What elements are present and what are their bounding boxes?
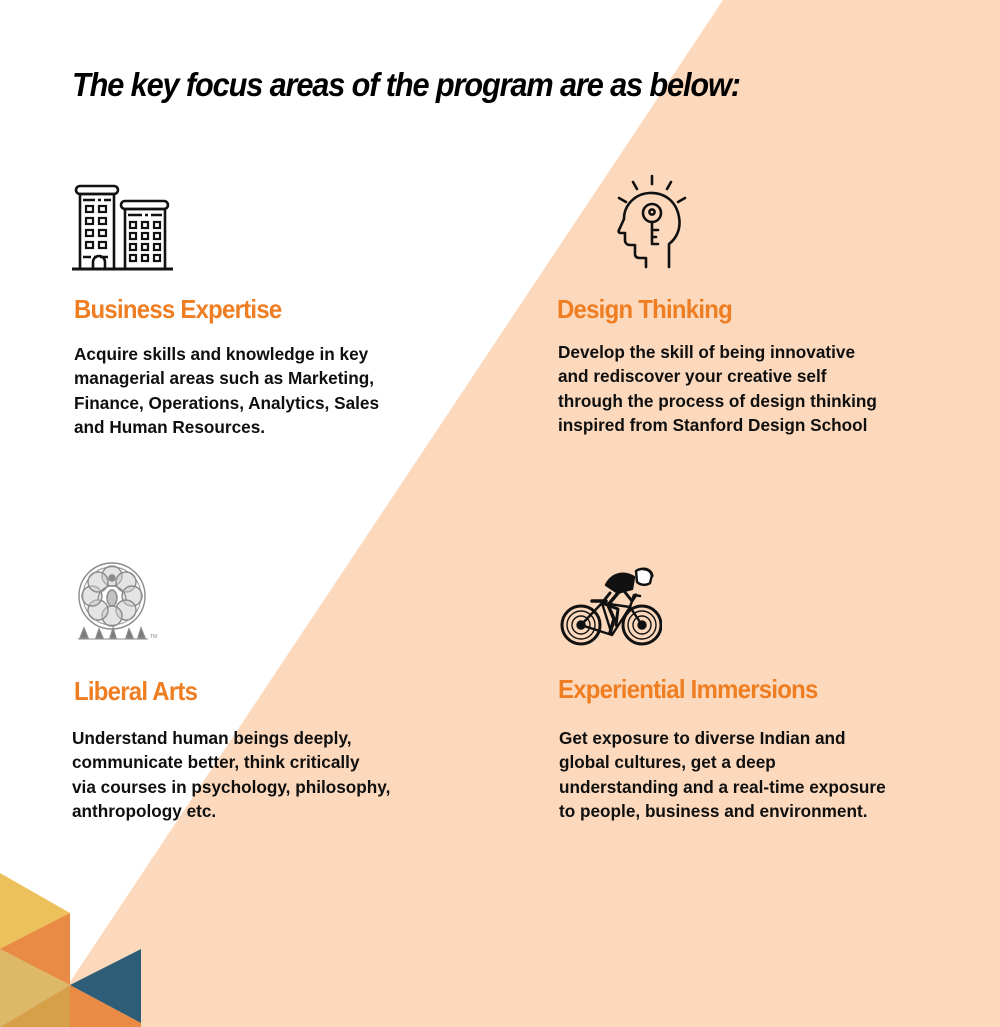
office-buildings-icon [71,182,174,272]
focus-area-description: Develop the skill of being innovative and rediscover your creative self through the process of design thinking inspired from Stanford Design School [558,342,877,435]
svg-text:TM: TM [150,634,158,640]
focus-area-title: Experiential Immersions [558,674,818,704]
cyclist-icon [560,563,662,649]
focus-area-title: Business Expertise [74,294,282,324]
focus-area-description: Understand human beings deeply, communicate better, think critically via courses in psychology, philosophy, anthropology etc. [72,728,391,821]
head-with-key-idea-icon [607,172,697,270]
focus-area-title: Design Thinking [557,294,733,324]
focus-area-description: Acquire skills and knowledge in key managerial areas such as Marketing, Finance, Operations, Analytics, Sales and Human Resources. [74,344,380,437]
page-title: The key focus areas of the program are as below: [72,66,740,103]
liberal-arts-circle-emblem-icon [74,560,166,644]
focus-area-title: Liberal Arts [74,676,198,706]
peach-diagonal-panel [40,0,1000,1027]
focus-area-description: Get exposure to diverse Indian and global cultures, get a deep understanding and a real-time exposure to people, business and environment. [559,728,886,821]
